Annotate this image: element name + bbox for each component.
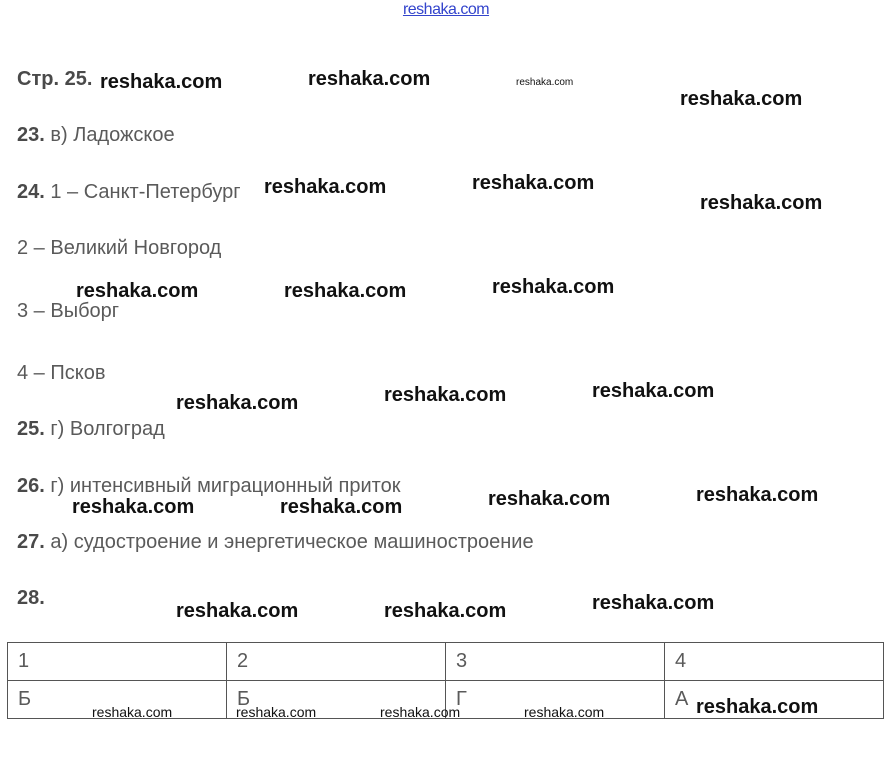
watermark: reshaka.com xyxy=(592,592,715,614)
watermark: reshaka.com xyxy=(76,280,199,302)
answer-text: 2 – Великий Новгород xyxy=(17,237,222,259)
watermark: reshaka.com xyxy=(264,176,387,198)
answer-text: 3 – Выборг xyxy=(17,300,120,322)
table-cell: Б xyxy=(8,681,227,719)
watermark: reshaka.com xyxy=(308,68,431,90)
table-cell: 4 xyxy=(665,643,884,681)
answer-text: г) Волгоград xyxy=(44,418,165,440)
watermark: reshaka.com xyxy=(284,280,407,302)
answer-28 xyxy=(17,587,45,610)
watermark: reshaka.com xyxy=(236,704,317,720)
watermark: reshaka.com xyxy=(92,704,173,720)
site-link[interactable]: reshaka.com xyxy=(402,1,490,18)
page-label: Стр. 25. xyxy=(17,68,93,90)
answer-text: 1 – Санкт-Петербург xyxy=(44,181,241,203)
answer-number: 24. xyxy=(17,181,45,203)
answer-24 xyxy=(17,181,241,204)
watermark: reshaka.com xyxy=(176,392,299,414)
answer-text: а) судостроение и энергетическое машиностроение xyxy=(44,531,534,553)
answer-25 xyxy=(17,418,165,441)
answer-number: 25. xyxy=(17,418,45,440)
table-cell: Б xyxy=(227,681,446,719)
watermark: reshaka.com xyxy=(472,172,595,194)
watermark: reshaka.com xyxy=(696,484,819,506)
answer-26 xyxy=(17,475,401,498)
table-cell: А xyxy=(665,681,884,719)
watermark: reshaka.com xyxy=(100,71,223,93)
answer-text: г) интенсивный миграционный приток xyxy=(44,475,401,497)
watermark: reshaka.com xyxy=(280,496,403,518)
watermark: reshaka.com xyxy=(700,192,823,214)
table-row xyxy=(8,643,884,681)
table-cell: Г xyxy=(446,681,665,719)
watermark: reshaka.com xyxy=(492,276,615,298)
watermark: reshaka.com xyxy=(176,600,299,622)
answer-number: 27. xyxy=(17,531,45,553)
watermark: reshaka.com xyxy=(592,380,715,402)
answer-24-item-3 xyxy=(17,300,119,323)
watermark: reshaka.com xyxy=(680,88,803,110)
answer-27 xyxy=(17,531,534,554)
answer-number: 23. xyxy=(17,124,45,146)
table-cell: 1 xyxy=(8,643,227,681)
watermark: reshaka.com xyxy=(72,496,195,518)
watermark: reshaka.com xyxy=(696,696,819,718)
watermark: reshaka.com xyxy=(488,488,611,510)
answer-text: 4 – Псков xyxy=(17,362,106,384)
watermark: reshaka.com xyxy=(516,77,574,88)
page-label-line xyxy=(17,68,92,91)
answer-24-item-4 xyxy=(17,362,105,385)
answer-number: 26. xyxy=(17,475,45,497)
table-cell: 3 xyxy=(446,643,665,681)
watermark: reshaka.com xyxy=(384,600,507,622)
table-cell: 2 xyxy=(227,643,446,681)
watermark: reshaka.com xyxy=(380,704,461,720)
answer-24-item-2 xyxy=(17,237,221,260)
watermark: reshaka.com xyxy=(384,384,507,406)
watermark: reshaka.com xyxy=(524,704,605,720)
answer-number: 28. xyxy=(17,587,45,609)
answer-text: в) Ладожское xyxy=(44,124,175,146)
answer-23 xyxy=(17,124,175,147)
